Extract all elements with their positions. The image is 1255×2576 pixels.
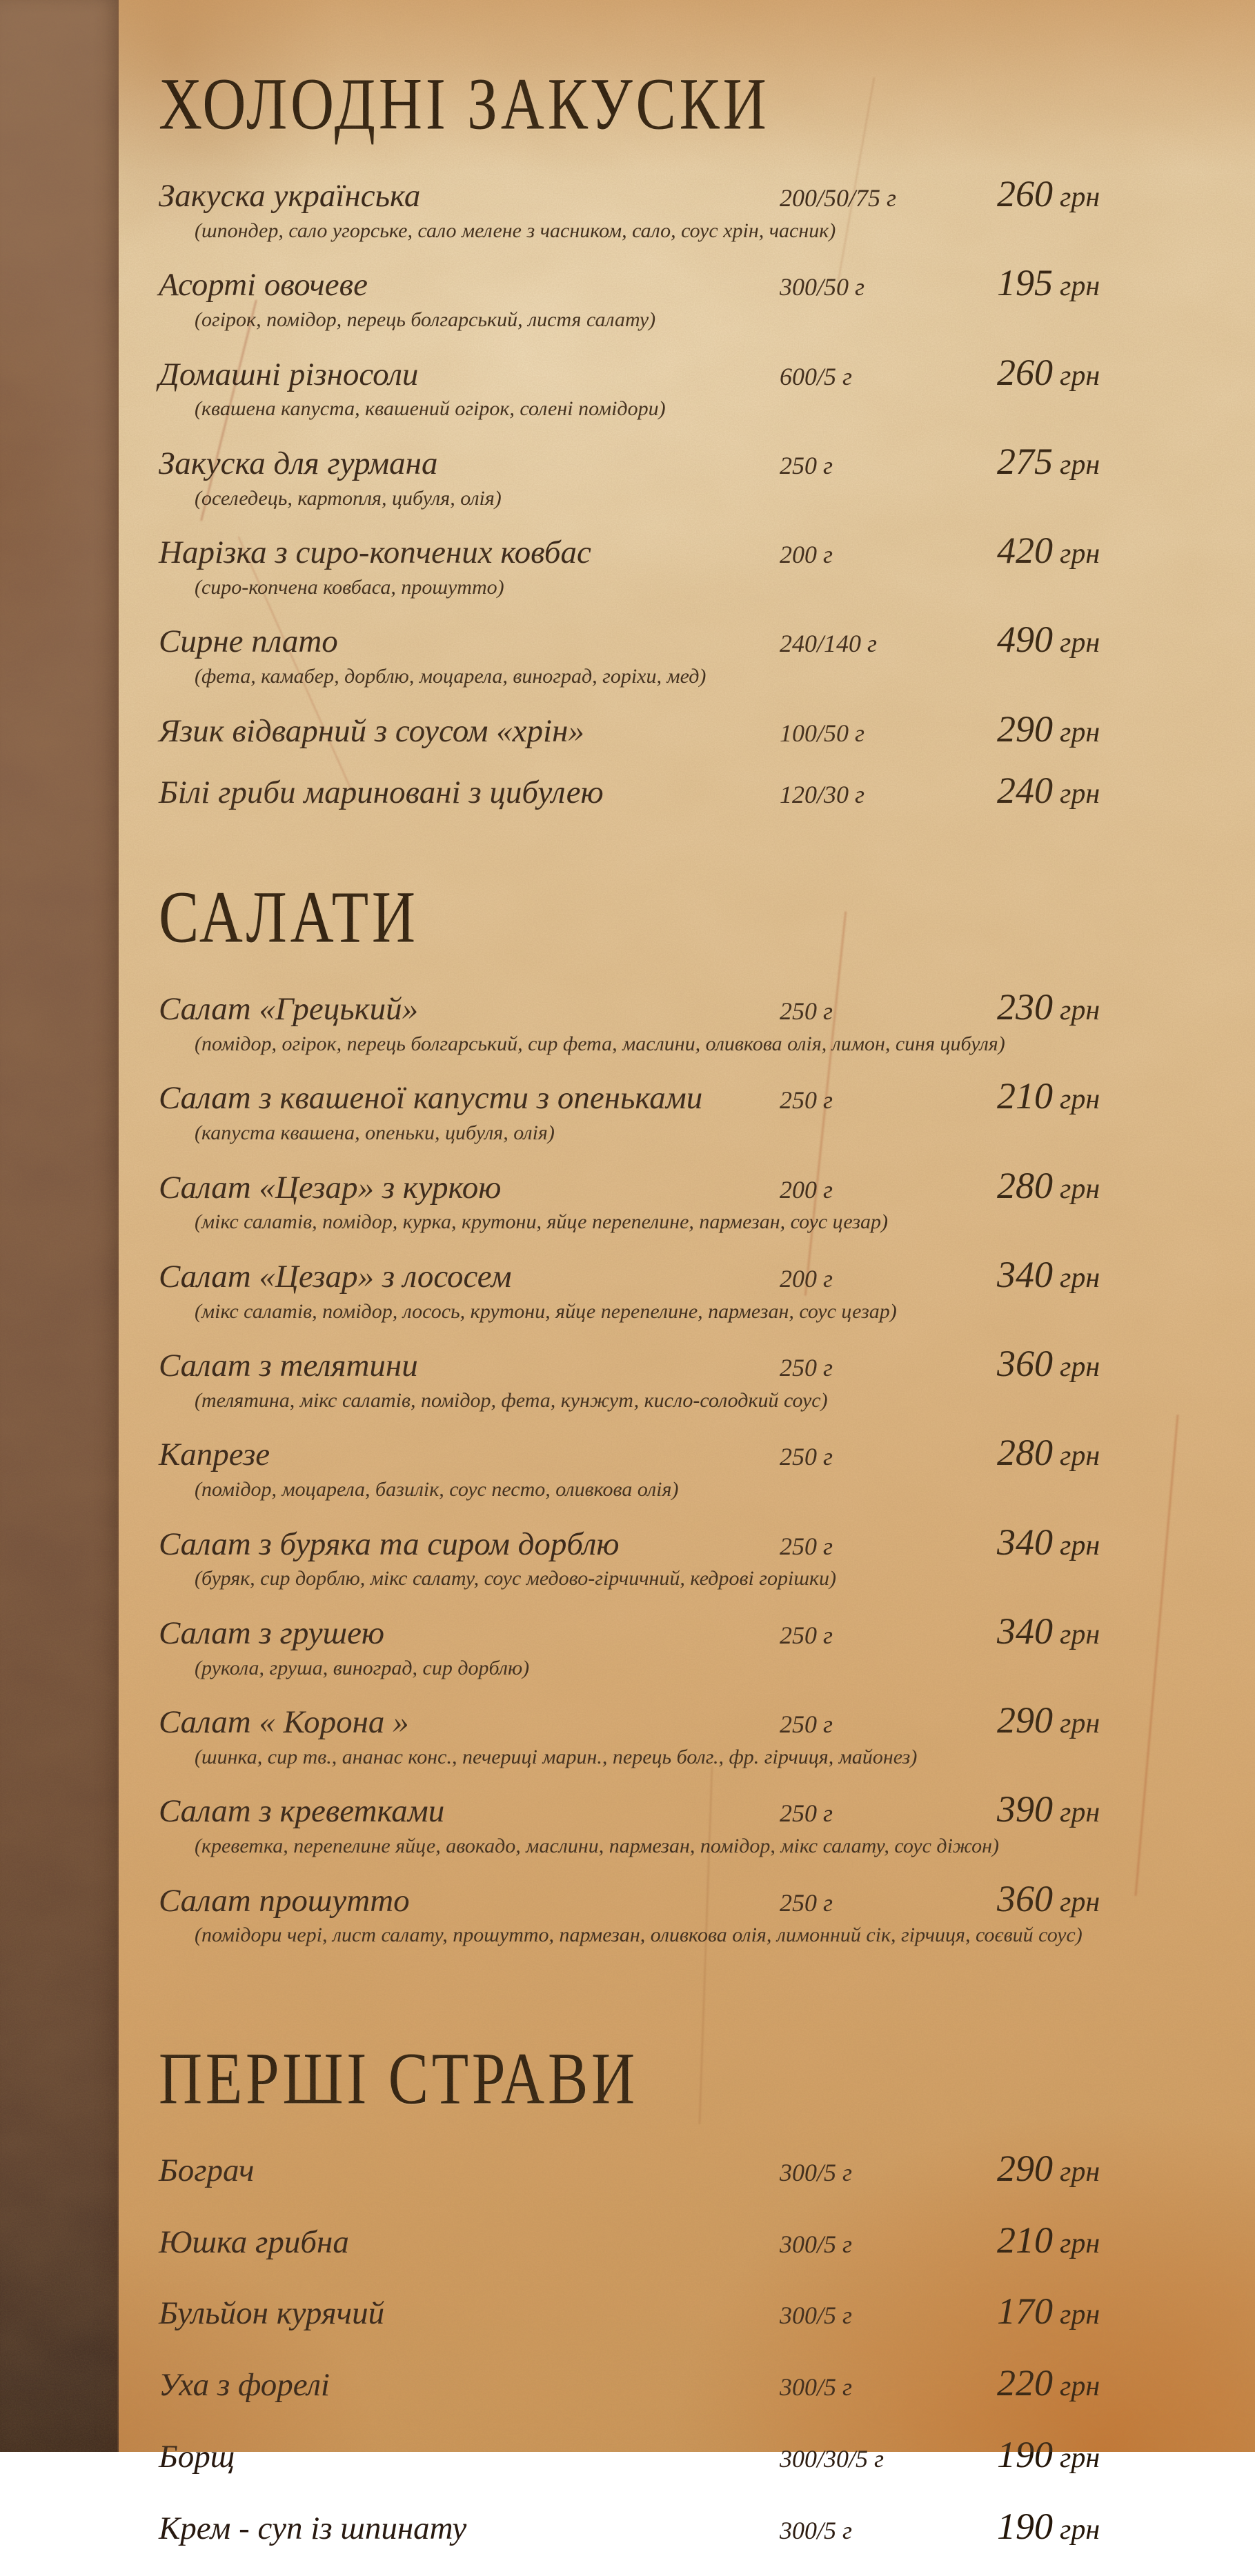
dish-price — [997, 351, 1152, 394]
dish-price-unit: грн — [1060, 716, 1100, 748]
menu-item-row — [159, 986, 1152, 1030]
dish-weight: 300/30/5 г — [780, 2444, 885, 2473]
dish-weight: 100/50 г — [780, 719, 865, 747]
menu-item-row — [159, 1075, 1152, 1119]
dish-weight: 120/30 г — [780, 781, 865, 809]
menu-item — [159, 769, 1152, 813]
dish-name: Бограч — [159, 2152, 255, 2188]
dish-weight: 250 г — [780, 997, 833, 1025]
dish-price-value: 170 — [997, 2290, 1053, 2333]
menu-item — [159, 2290, 1152, 2334]
dish-name: Салат з квашеної капусти з опеньками — [159, 1080, 703, 1117]
dish-price-value: 275 — [997, 440, 1053, 482]
menu-item — [159, 1788, 1152, 1859]
dish-price — [997, 440, 1152, 483]
section-title: САЛАТИ — [159, 876, 419, 958]
dish-weight: 250 г — [780, 1888, 833, 1917]
dish-name: Салат «Цезар» з лососем — [159, 1258, 512, 1295]
dish-price — [997, 2362, 1152, 2404]
dish-price-unit: грн — [1060, 270, 1100, 303]
dish-price — [997, 2219, 1152, 2262]
menu-item-row — [159, 261, 1152, 306]
dish-ingredients: (фета, камабер, дорблю, моцарела, виноград, горіхи, мед) — [195, 665, 706, 688]
dish-ingredients: (шпондер, сало угорське, сало мелене з часником, сало, соус хрін, часник) — [195, 219, 836, 242]
dish-ingredients: (креветка, перепелине яйце, авокадо, маслини, пармезан, помідор, мікс салату, соус діжон) — [195, 1835, 999, 1857]
dish-ingredients: (шинка, сир тв., ананас конс., печериці марин., перець болг., фр. гірчиця, майонез) — [195, 1745, 918, 1768]
dish-name: Юшка грибна — [159, 2224, 349, 2260]
menu-item-row — [159, 1342, 1152, 1386]
menu-item-row — [159, 2505, 1152, 2549]
menu-item-row — [159, 529, 1152, 573]
section-title: ХОЛОДНІ ЗАКУСКИ — [159, 63, 770, 145]
dish-price — [997, 2290, 1152, 2333]
menu-item-row — [159, 2147, 1152, 2191]
dish-weight: 300/5 г — [780, 2516, 853, 2544]
dish-name: Закуска для гурмана — [159, 445, 438, 481]
dish-name: Бульйон курячий — [159, 2295, 385, 2332]
section-items — [159, 2147, 1152, 2549]
menu-item — [159, 708, 1152, 752]
leather-border — [0, 0, 119, 2452]
dish-ingredients: (помідор, моцарела, базилік, соус песто, оливкова олія) — [195, 1478, 679, 1501]
dish-price-value: 210 — [997, 2219, 1053, 2261]
dish-weight: 250 г — [780, 1532, 833, 1560]
dish-price — [997, 986, 1152, 1028]
dish-price-unit: грн — [1060, 1172, 1100, 1205]
dish-price-value: 190 — [997, 2505, 1053, 2547]
dish-name: Капрезе — [159, 1437, 270, 1473]
menu-item — [159, 1253, 1152, 1324]
dish-ingredients: (сиро-копчена ковбаса, прошутто) — [195, 575, 504, 599]
menu-item — [159, 1431, 1152, 1502]
dish-price — [997, 1164, 1152, 1207]
dish-price-unit: грн — [1060, 538, 1100, 570]
dish-weight: 250 г — [780, 1799, 833, 1828]
dish-price — [997, 261, 1152, 304]
dish-weight: 300/50 г — [780, 273, 865, 301]
dish-price — [997, 1877, 1152, 1920]
dish-price — [997, 2147, 1152, 2190]
menu-item-row — [159, 2433, 1152, 2477]
menu-item — [159, 1342, 1152, 1413]
dish-price — [997, 769, 1152, 812]
menu-item-row — [159, 1431, 1152, 1475]
menu-item-row — [159, 708, 1152, 752]
dish-price — [997, 172, 1152, 215]
menu-item-row — [159, 1610, 1152, 1654]
dish-price-unit: грн — [1060, 778, 1100, 810]
menu-item — [159, 2505, 1152, 2549]
dish-name: Нарізка з сиро-копчених ковбас — [159, 535, 591, 570]
menu-item-row — [159, 1877, 1152, 1921]
dish-name: Уха з форелі — [159, 2367, 330, 2403]
dish-price-value: 280 — [997, 1432, 1053, 1474]
dish-price-value: 220 — [997, 2362, 1053, 2404]
dish-price — [997, 618, 1152, 661]
menu-item — [159, 351, 1152, 422]
dish-name: Закуска українська — [159, 178, 421, 214]
menu-item — [159, 1521, 1152, 1592]
dish-ingredients: (огірок, помідор, перець болгарський, листя салату) — [195, 308, 656, 331]
menu-item — [159, 2147, 1152, 2191]
menu-item-row — [159, 769, 1152, 813]
dish-price-unit: грн — [1060, 1708, 1100, 1739]
dish-price-value: 360 — [997, 1343, 1053, 1384]
dish-price-unit: грн — [1060, 2442, 1100, 2474]
dish-name: Сирне плато — [159, 623, 338, 660]
dish-price-value: 240 — [997, 770, 1053, 812]
menu-item — [159, 2219, 1152, 2263]
dish-weight: 300/5 г — [780, 2373, 853, 2401]
dish-name: Язик відварний з соусом «хрін» — [159, 712, 584, 749]
dish-price — [997, 2433, 1152, 2476]
dish-name: Салат з буряка та сиром дорблю — [159, 1526, 620, 1562]
dish-price-value: 390 — [997, 1788, 1053, 1830]
menu-item — [159, 261, 1152, 332]
dish-weight: 200 г — [780, 541, 833, 568]
section-items — [159, 172, 1152, 813]
section-title: ПЕРШІ СТРАВИ — [159, 2037, 638, 2119]
dish-price — [997, 1788, 1152, 1830]
menu-section — [159, 876, 1152, 1948]
dish-weight: 250 г — [780, 1086, 833, 1115]
dish-price-value: 290 — [997, 708, 1053, 750]
dish-weight: 200 г — [780, 1175, 833, 1204]
dish-price-unit: грн — [1060, 2513, 1100, 2546]
dish-price-unit: грн — [1060, 2370, 1100, 2402]
dish-price — [997, 1253, 1152, 1296]
dish-weight: 300/5 г — [780, 2302, 853, 2330]
dish-price-value: 360 — [997, 1877, 1053, 1919]
dish-price-value: 260 — [997, 173, 1053, 214]
dish-weight: 200 г — [780, 1264, 833, 1292]
dish-name: Салат з грушею — [159, 1615, 385, 1651]
dish-weight: 300/5 г — [780, 2158, 853, 2186]
dish-price-value: 210 — [997, 1075, 1053, 1117]
dish-price — [997, 1699, 1152, 1741]
dish-price-value: 260 — [997, 351, 1053, 393]
section-items — [159, 986, 1152, 1948]
dish-price-unit: грн — [1060, 1529, 1100, 1561]
menu-sections — [159, 0, 1152, 2576]
dish-price-unit: грн — [1060, 995, 1100, 1026]
dish-weight: 240/140 г — [780, 630, 878, 658]
menu-item — [159, 986, 1152, 1057]
dish-price-unit: грн — [1060, 2299, 1100, 2331]
dish-ingredients: (телятина, мікс салатів, помідор, фета, кунжут, кисло-солодкий соус) — [195, 1388, 828, 1412]
menu-item-row — [159, 351, 1152, 395]
menu-item-row — [159, 1521, 1152, 1565]
menu-item — [159, 440, 1152, 511]
dish-price-value: 340 — [997, 1521, 1053, 1563]
dish-name: Салат прошутто — [159, 1882, 410, 1919]
dish-name: Салат «Цезар» з куркою — [159, 1169, 502, 1206]
menu-item — [159, 1877, 1152, 1948]
dish-name: Борщ — [159, 2438, 235, 2475]
menu-item-row — [159, 440, 1152, 484]
dish-price-value: 290 — [997, 2147, 1053, 2189]
dish-price — [997, 2505, 1152, 2548]
menu-item-row — [159, 1253, 1152, 1297]
dish-price-unit: грн — [1060, 1084, 1100, 1116]
dish-price — [997, 708, 1152, 750]
dish-ingredients: (оселедець, картопля, цибуля, олія) — [195, 486, 502, 510]
menu-item — [159, 1075, 1152, 1146]
dish-price-unit: грн — [1060, 1440, 1100, 1472]
dish-price-unit: грн — [1060, 1351, 1100, 1383]
dish-price — [997, 1342, 1152, 1385]
dish-price-unit: грн — [1060, 359, 1100, 392]
dish-price-unit: грн — [1060, 627, 1100, 659]
dish-price-value: 230 — [997, 986, 1053, 1028]
dish-name: Салат з телятини — [159, 1348, 418, 1384]
menu-item — [159, 618, 1152, 689]
dish-price-unit: грн — [1060, 1886, 1100, 1918]
dish-weight: 300/5 г — [780, 2230, 853, 2258]
dish-price-unit: грн — [1060, 1797, 1100, 1829]
menu-item-row — [159, 2362, 1152, 2406]
dish-ingredients: (мікс салатів, помідор, курка, крутони, яйце перепелине, пармезан, соус цезар) — [195, 1210, 889, 1234]
menu-section — [159, 2037, 1152, 2549]
dish-price-unit: грн — [1060, 181, 1100, 213]
dish-name: Асорті овочеве — [159, 267, 368, 303]
dish-weight: 200/50/75 г — [780, 184, 897, 212]
dish-weight: 250 г — [780, 1710, 833, 1738]
dish-price-unit: грн — [1060, 2155, 1100, 2188]
menu-item — [159, 1699, 1152, 1770]
dish-name: Салат з креветками — [159, 1793, 445, 1830]
dish-ingredients: (капуста квашена, опеньки, цибуля, олія) — [195, 1121, 555, 1144]
menu-item-row — [159, 1788, 1152, 1832]
dish-price-value: 340 — [997, 1253, 1053, 1295]
dish-ingredients: (квашена капуста, квашений огірок, солені помідори) — [195, 397, 666, 421]
menu-item — [159, 1610, 1152, 1681]
dish-price — [997, 529, 1152, 572]
menu-item — [159, 1164, 1152, 1235]
dish-weight: 600/5 г — [780, 362, 853, 390]
dish-name: Салат « Корона » — [159, 1704, 409, 1740]
dish-name: Білі гриби мариновані з цибулею — [159, 775, 604, 811]
dish-ingredients: (рукола, груша, виноград, сир дорблю) — [195, 1656, 530, 1679]
menu-item-row — [159, 1699, 1152, 1743]
dish-ingredients: (буряк, сир дорблю, мікс салату, соус медово-гірчичний, кедрові горішки) — [195, 1567, 837, 1590]
dish-weight: 250 г — [780, 451, 833, 479]
dish-name: Салат «Грецький» — [159, 991, 419, 1027]
dish-price — [997, 1431, 1152, 1474]
menu-item-row — [159, 2290, 1152, 2334]
dish-price — [997, 1610, 1152, 1653]
dish-ingredients: (помідори чері, лист салату, прошутто, пармезан, оливкова олія, лимонний сік, гірчиця, соєвий соус) — [195, 1924, 1083, 1947]
dish-price — [997, 1075, 1152, 1117]
dish-price-value: 190 — [997, 2433, 1053, 2475]
dish-price-value: 490 — [997, 619, 1053, 661]
menu-item — [159, 2362, 1152, 2406]
dish-price-unit: грн — [1060, 448, 1100, 481]
dish-ingredients: (мікс салатів, помідор, лосось, крутони, яйце перепелине, пармезан, соус цезар) — [195, 1299, 897, 1323]
dish-weight: 250 г — [780, 1443, 833, 1471]
menu-item — [159, 2433, 1152, 2477]
dish-price-value: 290 — [997, 1699, 1053, 1741]
dish-price-value: 340 — [997, 1610, 1053, 1652]
dish-price-unit: грн — [1060, 2227, 1100, 2259]
menu-item-row — [159, 172, 1152, 217]
dish-weight: 250 г — [780, 1354, 833, 1381]
dish-price-unit: грн — [1060, 1261, 1100, 1294]
dish-price-value: 280 — [997, 1164, 1053, 1206]
dish-price — [997, 1521, 1152, 1564]
dish-name: Крем - суп із шпинату — [159, 2510, 467, 2546]
menu-item-row — [159, 2219, 1152, 2263]
dish-name: Домашні різносоли — [159, 356, 419, 392]
dish-price-value: 195 — [997, 262, 1053, 304]
dish-price-value: 420 — [997, 530, 1053, 571]
menu-item — [159, 172, 1152, 243]
menu-item-row — [159, 1164, 1152, 1208]
menu-item-row — [159, 618, 1152, 662]
menu-section — [159, 63, 1152, 813]
menu-item — [159, 529, 1152, 600]
dish-price-unit: грн — [1060, 1618, 1100, 1650]
dish-ingredients: (помідор, огірок, перець болгарський, сир фета, маслини, оливкова олія, лимон, синя цибуля) — [195, 1032, 1005, 1055]
dish-weight: 250 г — [780, 1621, 833, 1649]
